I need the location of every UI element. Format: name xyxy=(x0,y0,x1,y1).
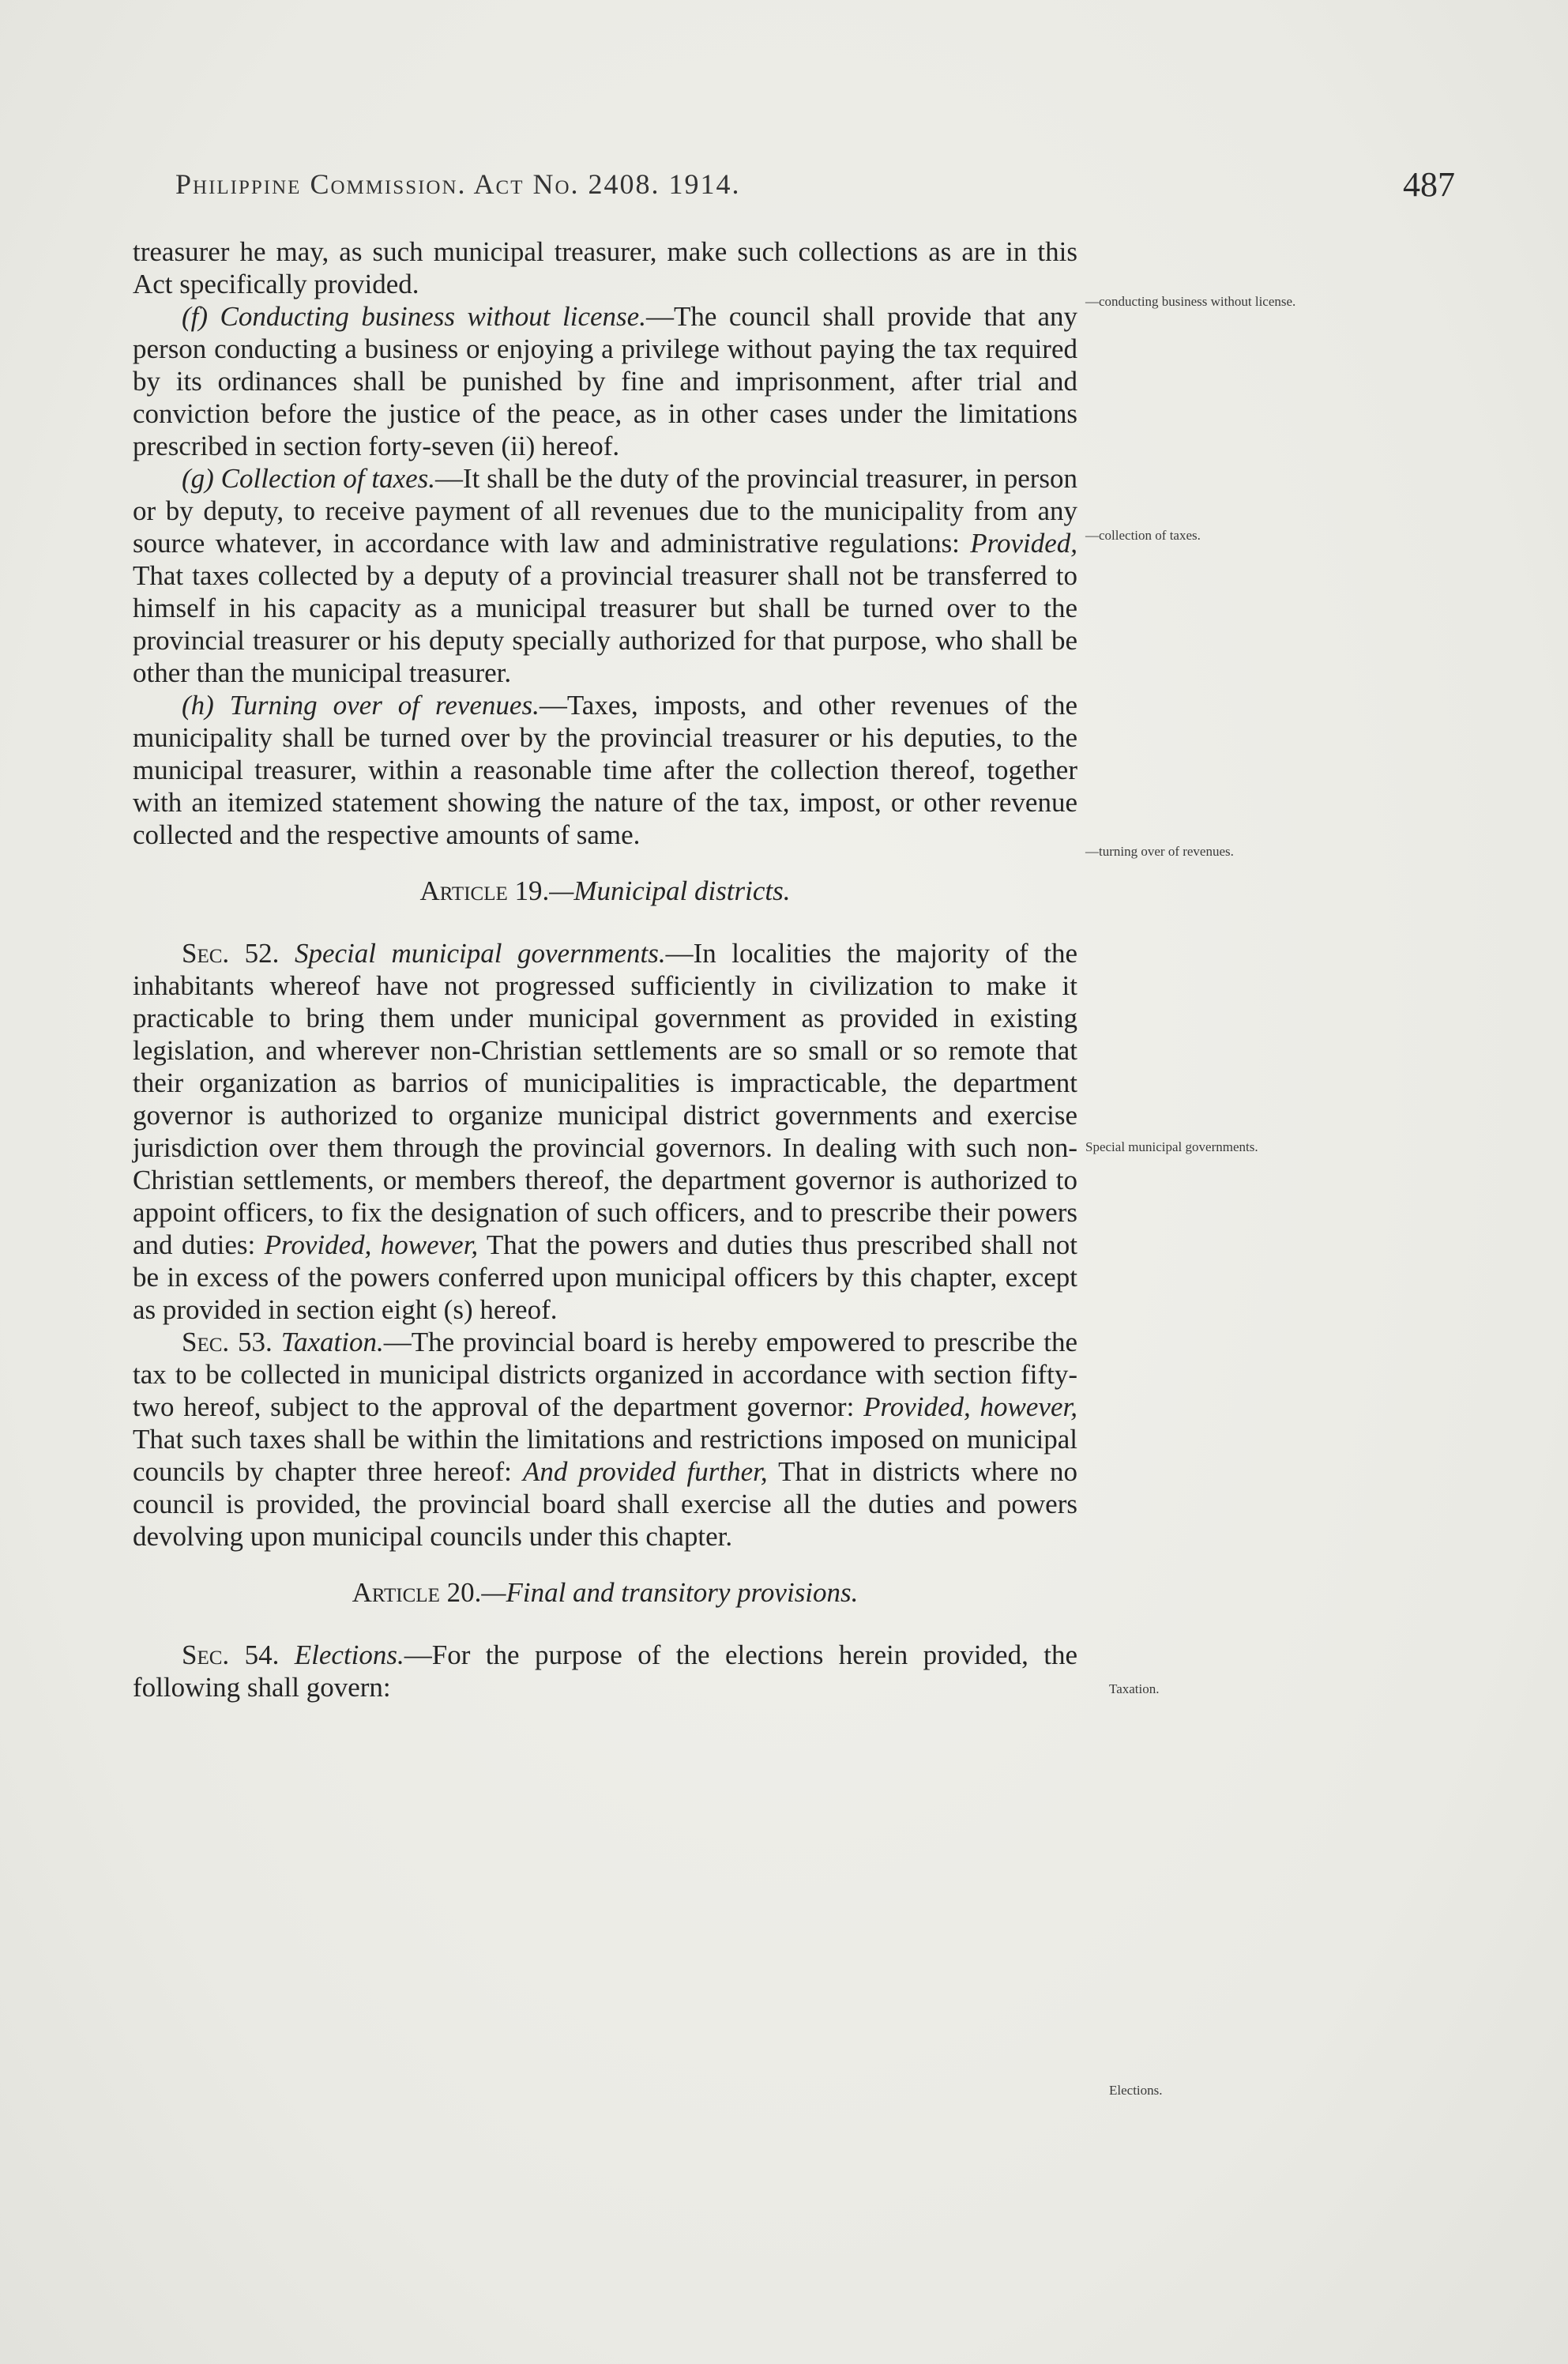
paragraph-text: —The council shall provide that any person conducting a business or enjoying a privilege without paying the tax required by its ordinances shall be punished by fine and imprisonment, after trial and conviction before the justice of the peace, as in other cases under the limitations prescribed in section forty-seven (ii) hereof. xyxy=(133,301,1077,461)
paragraph-text: That taxes collected by a deputy of a provincial treasurer shall not be transferred to himself in his capacity as a municipal treasurer but shall be turned over to the provincial treasurer or his deputy specially authorized for that purpose, who shall be other than the municipal treasurer. xyxy=(133,560,1077,688)
page-number: 487 xyxy=(1403,165,1455,204)
paragraph-heading: (g) Collection of taxes. xyxy=(182,463,436,494)
margin-note-conducting-business: —conducting business without license. xyxy=(1085,294,1296,309)
margin-note-turning-over-revenues: —turning over of revenues. xyxy=(1085,844,1234,859)
paragraph-conducting-business xyxy=(133,300,1077,462)
article-title: —Final and transitory provisions. xyxy=(481,1577,859,1608)
article-19-heading xyxy=(133,875,1077,907)
page-header xyxy=(175,165,1455,215)
section-text: That the powers and duties thus prescribed shall not be in excess of the powers conferred upon municipal officers by this chapter, except as provided in section eight (s) hereof. xyxy=(133,1229,1077,1325)
paragraph-collection-of-taxes xyxy=(133,462,1077,689)
section-52 xyxy=(133,937,1077,1326)
section-number: Sec. 53. xyxy=(182,1327,281,1357)
article-20-heading xyxy=(133,1576,1077,1609)
paragraph-turning-over-revenues xyxy=(133,689,1077,851)
article-number: Article 19. xyxy=(419,875,550,906)
section-heading: Taxation. xyxy=(280,1327,384,1357)
paragraph-continuation xyxy=(133,235,1077,300)
section-heading: Special municipal governments. xyxy=(294,938,666,969)
paragraph-heading: (f) Conducting business without license. xyxy=(182,301,646,332)
section-text: —In localities the majority of the inhabitants whereof have not progressed sufficiently in civilization to make it practicable to bring them under municipal government as provided in existing legislation, and wherever non-Christian settlements are so small or so remote that their organization as barrios of municipalities is impracticable, the department governor is authorized to organize municipal district governments and exercise jurisdiction over them through the provincial governors. In dealing with such non-Christian settlements, or members thereof, the department governor is authorized to appoint officers, to fix the designation of such officers, and to prescribe their powers and duties: xyxy=(133,938,1077,1260)
paragraph-heading: (h) Turning over of revenues. xyxy=(182,690,540,721)
paragraph-text: —Taxes, imposts, and other revenues of the municipality shall be turned over by the provincial treasurer or his deputies, to the municipal treasurer, within a reasonable time after the collection thereof, together with an itemized statement showing the nature of the tax, impost, or other revenue collected and the respective amounts of same. xyxy=(133,690,1077,850)
margin-note-elections: Elections. xyxy=(1109,2083,1163,2098)
article-number: Article 20. xyxy=(352,1577,482,1608)
section-text: That such taxes shall be within the limitations and restrictions imposed on municipal councils by chapter three hereof: xyxy=(133,1424,1077,1487)
section-54 xyxy=(133,1639,1077,1703)
section-text: —For the purpose of the elections herein provided, the following shall govern: xyxy=(133,1639,1078,1703)
section-text: That in districts where no council is provided, the provincial board shall exercise all the duties and powers devolving upon municipal councils under this chapter. xyxy=(133,1456,1077,1552)
section-heading: Elections. xyxy=(294,1639,404,1670)
running-head: Philippine Commission. Act No. 2408. 1914. xyxy=(175,168,741,200)
section-number: Sec. 54. xyxy=(182,1639,295,1670)
proviso: Provided, however, xyxy=(264,1229,479,1260)
body-text xyxy=(133,235,1077,1703)
article-title: —Municipal districts. xyxy=(549,875,791,906)
paragraph-text: —It shall be the duty of the provincial treasurer, in person or by deputy, to receive payment of all revenues due to the municipality from any source whatever, in accordance with law and administrative regulations: xyxy=(133,463,1078,559)
proviso: Provided, however, xyxy=(863,1391,1077,1422)
proviso: And provided further, xyxy=(522,1456,768,1487)
margin-note-collection-of-taxes: —collection of taxes. xyxy=(1085,528,1201,543)
paragraph-text: treasurer he may, as such municipal treasurer, make such collections as are in this Act specifically provided. xyxy=(133,236,1077,299)
section-number: Sec. 52. xyxy=(182,938,295,969)
margin-note-special-municipal-governments: Special municipal governments. xyxy=(1085,1139,1258,1154)
section-text: —The provincial board is hereby empowered to prescribe the tax to be collected in municipal districts organized in accordance with section fifty-two hereof, subject to the approval of the department governor: xyxy=(133,1327,1077,1422)
section-53 xyxy=(133,1326,1077,1553)
proviso: Provided, xyxy=(970,528,1077,559)
margin-note-taxation: Taxation. xyxy=(1109,1681,1160,1696)
